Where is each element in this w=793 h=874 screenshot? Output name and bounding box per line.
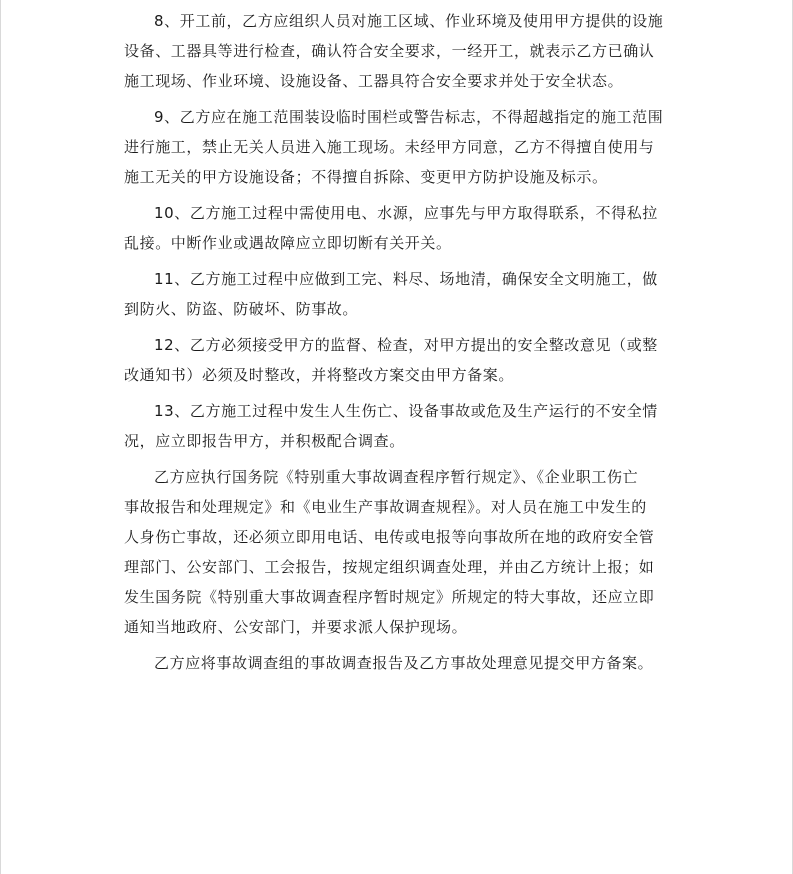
text-line: 设备、工器具等进行检查，确认符合安全要求，一经开工，就表示乙方已确认 [124,42,655,60]
text-line: 12、乙方必须接受甲方的监督、检查，对甲方提出的安全整改意见（或整 [154,336,658,354]
text-line: 理部门、公安部门、工会报告，按规定组织调查处理，并由乙方统计上报；如 [124,558,655,576]
text-line: 发生国务院《特别重大事故调查程序暂时规定》所规定的特大事故，还应立即 [124,588,655,606]
accident-regulations-paragraph [124,462,669,642]
text-line: 通知当地政府、公安部门，并要求派人保护现场。 [124,618,468,636]
clause-10 [124,198,669,258]
text-line: 改通知书）必须及时整改，并将整改方案交由甲方备案。 [124,366,515,384]
clause-11 [124,264,669,324]
text-line: 到防火、防盗、防破坏、防事故。 [124,300,359,318]
document-body [124,6,669,678]
text-line: 人身伤亡事故，还必须立即用电话、电传或电报等向事故所在地的政府安全管 [124,528,655,546]
text-line: 13、乙方施工过程中发生人生伤亡、设备事故或危及生产运行的不安全情 [154,402,658,420]
clause-12 [124,330,669,390]
text-line: 施工现场、作业环境、设施设备、工器具符合安全要求并处于安全状态。 [124,72,624,90]
clause-8 [124,6,669,96]
text-line: 施工无关的甲方设施设备；不得擅自拆除、变更甲方防护设施及标示。 [124,168,608,186]
text-line: 况，应立即报告甲方，并积极配合调查。 [124,432,405,450]
text-line: 8、开工前，乙方应组织人员对施工区域、作业环境及使用甲方提供的设施 [154,12,664,30]
text-line: 乙方应执行国务院《特别重大事故调查程序暂行规定》、《企业职工伤亡 [154,468,639,486]
clause-9 [124,102,669,192]
text-line: 9、乙方应在施工范围装设临时围栏或警告标志，不得超越指定的施工范围 [154,108,664,126]
text-line: 乙方应将事故调查组的事故调查报告及乙方事故处理意见提交甲方备案。 [154,654,654,672]
clause-13 [124,396,669,456]
text-line: 乱接。中断作业或遇故障应立即切断有关开关。 [124,234,452,252]
report-filing-paragraph [124,648,669,678]
text-line: 进行施工，禁止无关人员进入施工现场。未经甲方同意，乙方不得擅自使用与 [124,138,655,156]
text-line: 事故报告和处理规定》和《电业生产事故调查规程》。对人员在施工中发生的 [124,498,647,516]
text-line: 11、乙方施工过程中应做到工完、料尽、场地清，确保安全文明施工，做 [154,270,658,288]
text-line: 10、乙方施工过程中需使用电、水源，应事先与甲方取得联系，不得私拉 [154,204,658,222]
